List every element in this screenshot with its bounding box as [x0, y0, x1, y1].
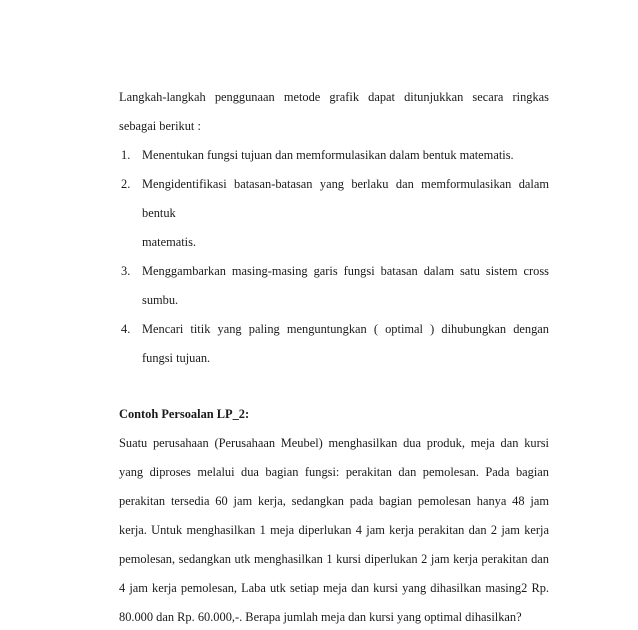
- step-text: Mengidentifikasi batasan-batasan yang berlaku dan memformulasikan dalam: [142, 177, 549, 191]
- paragraph-line: 80.000 dan Rp. 60.000,-. Berapa jumlah meja dan kursi yang optimal dihasilkan?: [119, 610, 522, 624]
- intro-line-1: Langkah-langkah penggunaan metode grafik dapat ditunjukkan secara ringkas: [119, 90, 549, 104]
- step-text: Mencari titik yang paling menguntungkan ( optimal ) dihubungkan dengan: [142, 322, 549, 336]
- step-text: fungsi tujuan.: [142, 351, 211, 365]
- step-text: bentuk: [142, 206, 176, 220]
- paragraph-line: perakitan tersedia 60 jam kerja, sedangkan pada bagian pemolesan hanya 48 jam: [119, 494, 549, 508]
- intro-line-2: sebagai berikut :: [119, 119, 201, 133]
- step-text: sumbu.: [142, 293, 179, 307]
- example-heading: Contoh Persoalan LP_2:: [119, 407, 250, 421]
- paragraph-line: yang diproses melalui dua bagian fungsi: perakitan dan pemolesan. Pada bagian: [119, 465, 549, 479]
- paragraph-line: 4 jam kerja pemolesan, Laba utk setiap meja dan kursi yang dihasilkan masing2 Rp.: [119, 581, 549, 595]
- step-text: matematis.: [142, 235, 197, 249]
- step-number: 3.: [121, 264, 131, 278]
- paragraph-line: pemolesan, sedangkan utk menghasilkan 1 kursi diperlukan 2 jam kerja perakitan dan: [119, 552, 549, 566]
- step-number: 1.: [121, 148, 131, 162]
- paragraph-line: kerja. Untuk menghasilkan 1 meja diperlukan 4 jam kerja perakitan dan 2 jam kerja: [119, 523, 549, 537]
- step-text: Menggambarkan masing-masing garis fungsi batasan dalam satu sistem cross: [142, 264, 549, 278]
- step-number: 4.: [121, 322, 131, 336]
- step-text: Menentukan fungsi tujuan dan memformulasikan dalam bentuk matematis.: [142, 148, 514, 162]
- paragraph-line: Suatu perusahaan (Perusahaan Meubel) menghasilkan dua produk, meja dan kursi: [119, 436, 549, 450]
- step-number: 2.: [121, 177, 131, 191]
